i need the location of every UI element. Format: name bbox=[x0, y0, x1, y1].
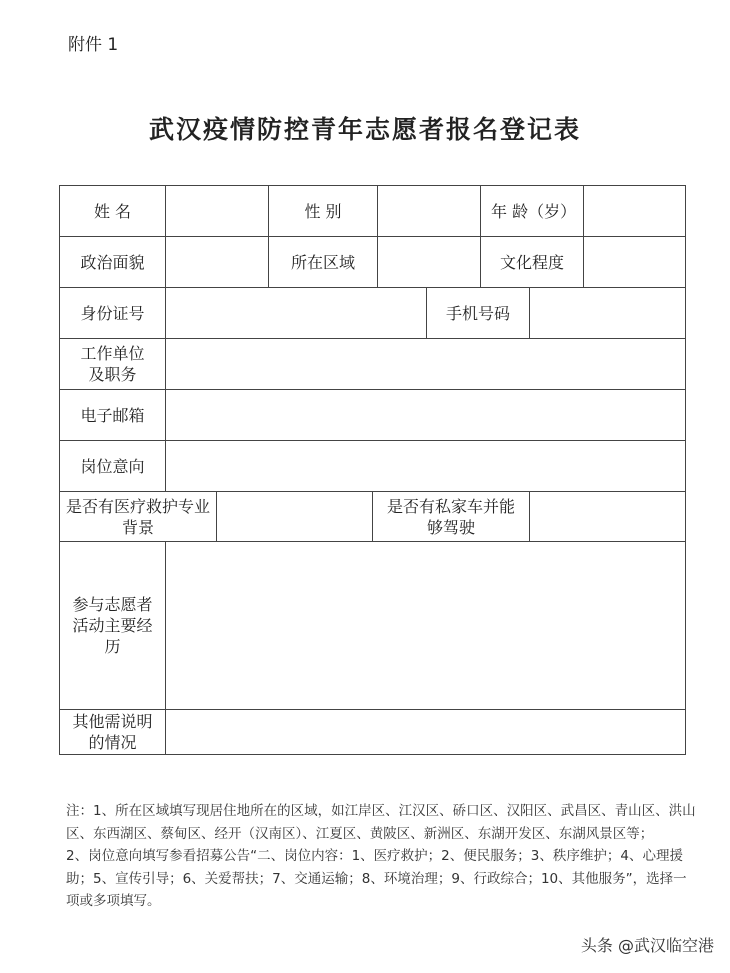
field-id-number[interactable] bbox=[165, 287, 427, 339]
label-position: 岗位意向 bbox=[59, 440, 166, 492]
field-political[interactable] bbox=[165, 236, 269, 288]
field-phone[interactable] bbox=[529, 287, 686, 339]
field-medical[interactable] bbox=[216, 491, 373, 542]
field-email[interactable] bbox=[165, 389, 686, 441]
field-car[interactable] bbox=[529, 491, 686, 542]
label-id-number: 身份证号 bbox=[59, 287, 166, 339]
label-car: 是否有私家车并能够驾驶 bbox=[372, 491, 530, 542]
attachment-label: 附件 1 bbox=[68, 35, 119, 55]
label-work: 工作单位及职务 bbox=[59, 338, 166, 390]
label-district: 所在区域 bbox=[268, 236, 378, 288]
form-title: 武汉疫情防控青年志愿者报名登记表 bbox=[148, 115, 581, 144]
field-experience[interactable] bbox=[165, 541, 686, 710]
label-experience: 参与志愿者活动主要经历 bbox=[59, 541, 166, 710]
label-medical: 是否有医疗救护专业背景 bbox=[59, 491, 217, 542]
field-education[interactable] bbox=[583, 236, 686, 288]
label-name: 姓 名 bbox=[59, 185, 166, 237]
label-other: 其他需说明的情况 bbox=[59, 709, 166, 755]
label-political: 政治面貌 bbox=[59, 236, 166, 288]
label-email: 电子邮箱 bbox=[59, 389, 166, 441]
field-other[interactable] bbox=[165, 709, 686, 755]
label-age: 年 龄（岁） bbox=[480, 185, 584, 237]
label-phone: 手机号码 bbox=[426, 287, 530, 339]
watermark: 头条 @武汉临空港 bbox=[580, 936, 714, 955]
note-2: 2、岗位意向填写参看招募公告“二、岗位内容：1、医疗救护；2、便民服务；3、秩序维护；4、心理援助；5、宣传引导；6、关爱帮扶；7、交通运输；8、环境治理；9、行政综合；10、其他服务”，选择一项或多项填写。 bbox=[66, 848, 687, 909]
label-gender: 性 别 bbox=[268, 185, 378, 237]
label-education: 文化程度 bbox=[480, 236, 584, 288]
note-1: 注：1、所在区域填写现居住地所在的区域，如江岸区、江汉区、硚口区、汉阳区、武昌区、青山区、洪山区、东西湖区、蔡甸区、经开（汉南区）、江夏区、黄陂区、新洲区、东湖开发区、东湖风景区等； bbox=[66, 803, 696, 842]
field-position[interactable] bbox=[165, 440, 686, 492]
notes bbox=[66, 800, 696, 913]
field-work[interactable] bbox=[165, 338, 686, 390]
field-district[interactable] bbox=[377, 236, 481, 288]
field-gender[interactable] bbox=[377, 185, 481, 237]
field-name[interactable] bbox=[165, 185, 269, 237]
field-age[interactable] bbox=[583, 185, 686, 237]
